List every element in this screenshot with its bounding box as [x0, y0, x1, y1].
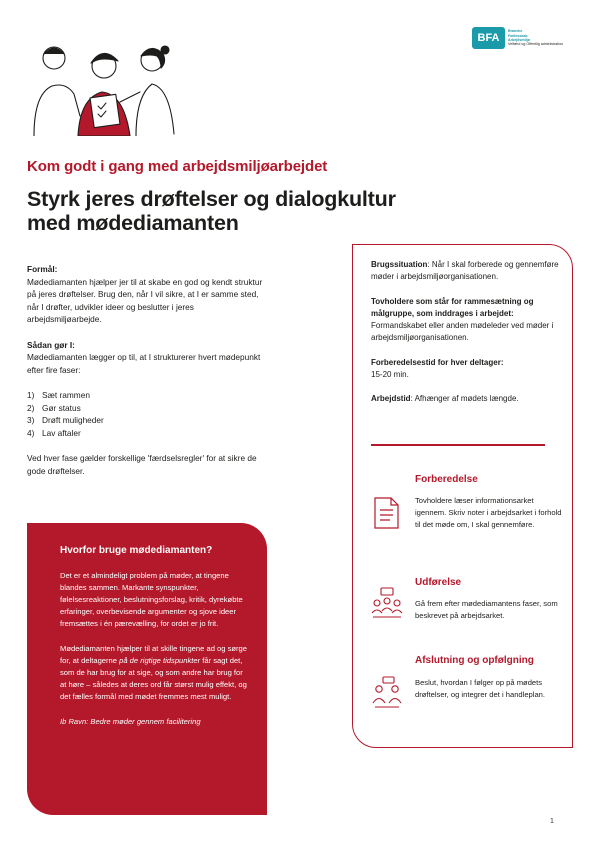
- people-illustration: [20, 36, 185, 136]
- work-time: Arbejdstid: Afhænger af mødets længde.: [371, 394, 519, 404]
- phase-title: Forberedelse: [415, 474, 478, 485]
- phase-text: Gå frem efter mødediamantens faser, som beskrevet på arbejdsarket.: [415, 599, 558, 621]
- phase-steps-list: [27, 389, 267, 439]
- owners-info: Tovholdere som står for rammesætning og målgruppe, som inddrages i arbejdet: Formandskabet eller anden mødeleder ved møder i arbejdsmiljøorganisationen.: [371, 296, 554, 343]
- bfa-logo: [472, 27, 563, 49]
- usage-info: [371, 259, 561, 405]
- why-paragraph-2: Mødediamanten hjælper til at skille tingene ad og sørge for, at deltagerne på de rigtige tidspunkter får sagt det, som de har brug for at sige, og som andre har brug for at høre – således at deres ord får størst mulig effekt, og det fælles formål med mødet fremmes mest muligt.: [60, 643, 247, 701]
- kicker-heading: Kom godt i gang med arbejdsmiljøarbejdet: [27, 158, 328, 175]
- source-quote: Ib Ravn: Bedre møder gennem facilitering: [60, 717, 201, 727]
- list-item: 4) Lav aftaler: [27, 427, 81, 438]
- phase-title: Afslutning og opfølgning: [415, 655, 534, 666]
- info-box: [352, 244, 573, 748]
- phase-text: Tovholdere læser informationsarket igennem. Skriv noter i arbejdsarket i forhold til det møde om, I skal gennemføre.: [415, 496, 562, 530]
- closing-text: Ved hver fase gælder forskellige 'færdselsregler' for at sikre de gode drøftelser.: [27, 452, 257, 476]
- list-item: 3) Drøft muligheder: [27, 415, 104, 426]
- purpose-heading: Formål:: [27, 264, 58, 274]
- how-text: Mødediamanten lægger op til, at I strukturerer hvert mødepunkt efter fire faser:: [27, 352, 261, 375]
- why-heading: Hvorfor bruge mødediamanten?: [60, 545, 213, 556]
- meeting-icon: [371, 587, 403, 621]
- logo-badge: BFA: [472, 27, 505, 49]
- title-line-2: med mødediamanten: [27, 211, 239, 235]
- phase-text: Beslut, hvordan I følger op på mødets drøftelser, og integrer det i handleplan.: [415, 678, 546, 700]
- usage-situation: Brugssituation: Når I skal forberede og gennemføre møder i arbejdsmiljøorganisationen.: [371, 260, 559, 282]
- purpose-text: Mødediamanten hjælper jer til at skabe en god og kendt struktur på jeres drøftelser. Brug den, når I vil sikre, at I er samme sted, når I drøfter, udvikler ideer og beslutter i jeres arbejdsmiljøarbejde.: [27, 276, 263, 325]
- page-number: 1: [550, 818, 554, 825]
- divider: [371, 444, 545, 446]
- why-paragraph-1: Det er et almindeligt problem på møder, at tingene blandes sammen. Markante synspunkter, følelsesreaktioner, beslutningsforslag, kritik, dyrekøbte erfaringer, overbevisende argumenter og sjove ideer fremsættes i én pærevælling, for ordet er jo frit.: [60, 571, 243, 629]
- title-line-1: Styrk jeres drøftelser og dialogkultur: [27, 187, 396, 211]
- list-item: 1) Sæt rammen: [27, 389, 90, 400]
- prep-time: Forberedelsestid for hver deltager: 15-20 min.: [371, 357, 504, 379]
- logo-wordmark: Branche Fællesskab Arbejdsmiljø Velfærd og Offentlig administration: [508, 29, 564, 47]
- how-heading: Sådan gør I:: [27, 339, 75, 350]
- intro-section: [27, 263, 267, 477]
- people-discussion-icon: [371, 676, 403, 710]
- page-title: [27, 187, 396, 235]
- document-icon: [371, 496, 401, 530]
- phase-title: Udførelse: [415, 577, 462, 588]
- list-item: 2) Gør status: [27, 402, 81, 413]
- why-use-box: [27, 523, 267, 815]
